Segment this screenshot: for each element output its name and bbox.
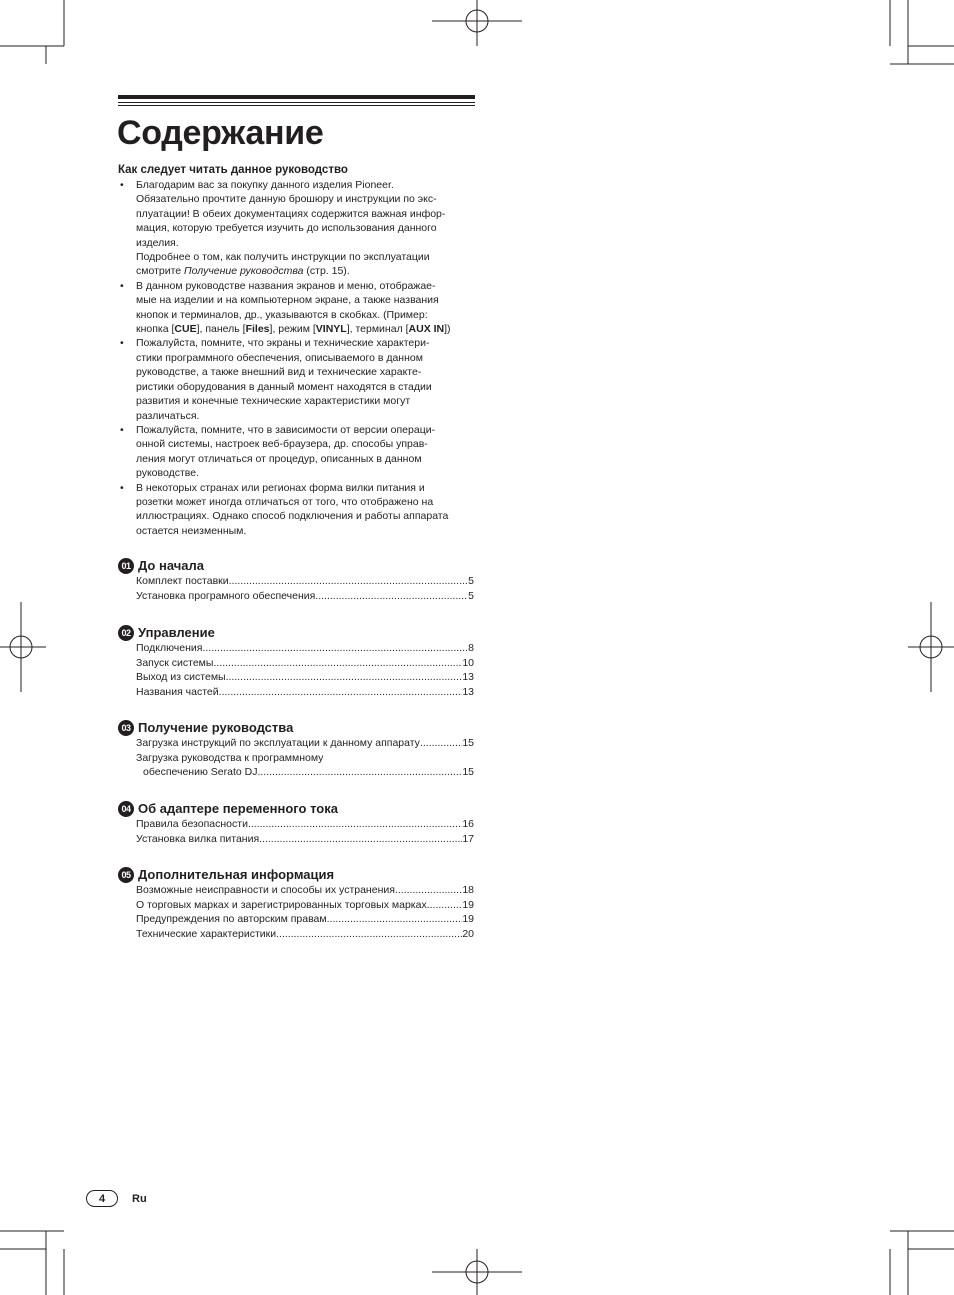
- toc-entry-label: Технические характеристики: [136, 927, 277, 940]
- section-number-badge: 02: [118, 625, 134, 641]
- toc-entry-label: О торговых марках и зарегистрированных торговых марках: [136, 898, 427, 911]
- bullet-line: различаться.: [136, 409, 200, 422]
- bullet-icon: •: [120, 481, 124, 494]
- toc-entry-label: Названия частей: [136, 685, 219, 698]
- toc-page-number: 17: [462, 832, 474, 845]
- toc-entry[interactable]: [136, 670, 474, 685]
- toc-section-title[interactable]: До начала: [138, 558, 204, 573]
- toc-section-header: [118, 719, 474, 736]
- toc-entry-label: Загрузка руководства к программному: [136, 751, 324, 764]
- bullet-line: онной системы, настроек веб-браузера, др. способы управ-: [136, 438, 428, 451]
- bullet-icon: •: [120, 179, 124, 191]
- ref-prefix: смотрите: [136, 265, 185, 278]
- bullet-line: развития и конечные технические характеристики могут: [136, 395, 411, 408]
- toc-section-03: [118, 719, 474, 780]
- toc-entry-label: Правила безопасности: [136, 818, 248, 830]
- bullet-line: Пожалуйста, помните, что экраны и технические характери-: [136, 337, 430, 350]
- bullet-line: В данном руководстве названия экранов и меню, отображае-: [136, 279, 436, 292]
- toc-entry[interactable]: [136, 656, 474, 671]
- toc-entry[interactable]: [136, 817, 474, 832]
- toc-entry-label: Установка вилка питания: [136, 832, 260, 845]
- bullet-line: руководстве, а также внешний вид и технические характе-: [136, 366, 422, 379]
- example-text: ], режим [: [269, 323, 316, 336]
- toc-leader-dots: [248, 817, 462, 832]
- bullet-icon: •: [120, 423, 124, 436]
- bullet-line: плуатации! В обеих документациях содержится важная инфор-: [136, 207, 446, 220]
- toc-leader-dots: [276, 927, 462, 942]
- bullet-line: стики программного обеспечения, описываемого в данном: [136, 351, 423, 364]
- toc-section-title[interactable]: Об адаптере переменного тока: [138, 801, 338, 816]
- bullet-icon: •: [120, 279, 124, 292]
- toc-page-number: 15: [462, 737, 474, 749]
- ref-suffix: (стр. 15).: [303, 265, 350, 278]
- toc-leader-dots: [213, 656, 462, 671]
- toc-entry-label: Запуск системы: [136, 656, 214, 669]
- toc-list: [118, 817, 474, 846]
- toc-page-number: 16: [462, 818, 474, 830]
- toc-list: [118, 736, 474, 780]
- toc-leader-dots: [259, 832, 462, 847]
- bullet-line-reference: [136, 264, 475, 278]
- example-text: кнопка [: [136, 323, 175, 336]
- toc-leader-dots: [202, 641, 468, 656]
- toc-leader-dots: [420, 736, 462, 751]
- toc-leader-dots: [226, 670, 463, 685]
- toc-leader-dots: [427, 898, 463, 913]
- toc-entry[interactable]: [136, 589, 474, 604]
- example-key-aux-in: AUX IN: [408, 323, 445, 336]
- intro-heading: Как следует читать данное руководство: [118, 164, 348, 176]
- toc-leader-dots: [229, 574, 469, 589]
- toc-entry[interactable]: [136, 898, 474, 913]
- toc-entry[interactable]: [136, 685, 474, 700]
- bullet-line: Благодарим вас за покупку данного изделия Pioneer.: [136, 179, 394, 191]
- bullet-line: изделия.: [136, 236, 179, 249]
- toc-entry-label: Комплект поставки: [136, 575, 229, 587]
- toc-section-04: [118, 800, 474, 846]
- bullet-line: остается неизменным.: [136, 524, 247, 537]
- example-key-files: Files: [245, 323, 270, 336]
- intro-bullet: [118, 336, 475, 422]
- toc-entry-label: Подключения: [136, 642, 203, 654]
- intro-bullet: [118, 481, 475, 539]
- example-text: ], терминал [: [346, 323, 409, 336]
- toc-page-number: 5: [468, 575, 474, 587]
- bullet-line: мация, которую требуется изучить до использования данного: [136, 222, 437, 235]
- toc-entry[interactable]: [136, 883, 474, 898]
- section-number-badge: 01: [118, 558, 134, 574]
- toc-entry-continuation[interactable]: [136, 765, 474, 780]
- intro-bullet: [118, 178, 475, 279]
- toc-entry-label: Загрузка инструкций по эксплуатации к данному аппарату: [136, 737, 420, 749]
- toc-leader-dots: [315, 589, 468, 604]
- toc-section-05: [118, 866, 474, 941]
- intro-bullet: [118, 279, 475, 337]
- toc-section-header: [118, 624, 474, 641]
- page-number-badge: 4: [86, 1190, 118, 1207]
- toc-entry[interactable]: [136, 736, 474, 751]
- intro-bullet-list: [118, 178, 475, 538]
- title-rule-thick: [118, 95, 475, 99]
- toc-section-title[interactable]: Дополнительная информация: [138, 867, 335, 882]
- toc-page-number: 10: [462, 656, 474, 669]
- toc-list: [118, 574, 474, 603]
- page-title: Содержание: [117, 114, 324, 152]
- bullet-line: В некоторых странах или регионах форма вилки питания и: [136, 481, 425, 494]
- bullet-line: мые на изделии и на компьютерном экране, а также названия: [136, 294, 439, 307]
- bullet-line: розетки может иногда отличаться от того, что отображено на: [136, 495, 434, 508]
- bullet-line: Пожалуйста, помните, что в зависимости от версии операци-: [136, 423, 436, 436]
- intro-bullet: [118, 423, 475, 481]
- toc-section-header: [118, 557, 474, 574]
- toc-page-number: 19: [462, 913, 474, 926]
- toc-page-number: 5: [468, 589, 474, 602]
- toc-section-title[interactable]: Получение руководства: [138, 720, 294, 735]
- title-rule-thin: [118, 102, 475, 103]
- title-rule-thin-2: [118, 105, 475, 106]
- toc-page-number: 13: [462, 671, 474, 684]
- toc-entry-label: Возможные неисправности и способы их устранения: [136, 884, 395, 896]
- toc-entry-label: Установка програмного обеспечения: [136, 589, 316, 602]
- toc-entry-label: Предупреждения по авторским правам: [136, 913, 327, 926]
- section-number-badge: 03: [118, 720, 134, 736]
- toc-leader-dots: [395, 883, 462, 898]
- toc-section-01: [118, 557, 474, 603]
- toc-list: [118, 883, 474, 941]
- toc-entry[interactable]: [136, 574, 474, 589]
- bullet-line: Подробнее о том, как получить инструкции по эксплуатации: [136, 251, 430, 264]
- toc-page-number: 13: [462, 685, 474, 698]
- toc-page-number: 15: [462, 766, 474, 779]
- bullet-icon: •: [120, 337, 124, 350]
- toc-section-header: [118, 800, 474, 817]
- toc-leader-dots: [219, 685, 463, 700]
- toc-entry-multiline[interactable]: [136, 751, 474, 766]
- toc-leader-dots: [327, 912, 463, 927]
- toc-leader-dots: [257, 765, 462, 780]
- example-text: ], панель [: [196, 323, 246, 336]
- example-key-vinyl: VINYL: [315, 323, 347, 336]
- bullet-line: руководстве.: [136, 467, 199, 480]
- toc-entry[interactable]: [136, 832, 474, 847]
- toc-section-title[interactable]: Управление: [138, 625, 215, 640]
- toc-page-number: 20: [462, 927, 474, 940]
- language-code: Ru: [132, 1193, 147, 1205]
- section-number-badge: 04: [118, 801, 134, 817]
- toc-entry-label: Выход из системы: [136, 671, 226, 684]
- toc-entry[interactable]: [136, 641, 474, 656]
- toc-entry[interactable]: [136, 927, 474, 942]
- bullet-line-example: [136, 322, 475, 336]
- toc-entry[interactable]: [136, 912, 474, 927]
- toc-section-header: [118, 866, 474, 883]
- bullet-line: Обязательно прочтите данную брошюру и инструкции по экс-: [136, 193, 437, 206]
- intro-block: [118, 163, 475, 538]
- toc-page-number: 8: [468, 642, 474, 654]
- example-key-cue: CUE: [174, 323, 197, 336]
- bullet-line: кнопок и терминалов, др., указываются в скобках. (Пример:: [136, 308, 428, 321]
- ref-link-text: Получение руководства: [184, 265, 304, 278]
- bullet-line: иллюстрациях. Однако способ подключения и работы аппарата: [136, 510, 449, 523]
- bullet-line: ления могут отличаться от процедур, описанных в данном: [136, 452, 422, 465]
- toc-entry-label: обеспечению Serato DJ: [143, 766, 258, 779]
- example-text: ]): [444, 323, 451, 336]
- toc-list: [118, 641, 474, 699]
- toc-page-number: 18: [462, 884, 474, 896]
- section-number-badge: 05: [118, 867, 134, 883]
- bullet-line: ристики оборудования в данный момент находятся в стадии: [136, 380, 432, 393]
- toc-page-number: 19: [462, 898, 474, 911]
- toc-section-02: [118, 624, 474, 699]
